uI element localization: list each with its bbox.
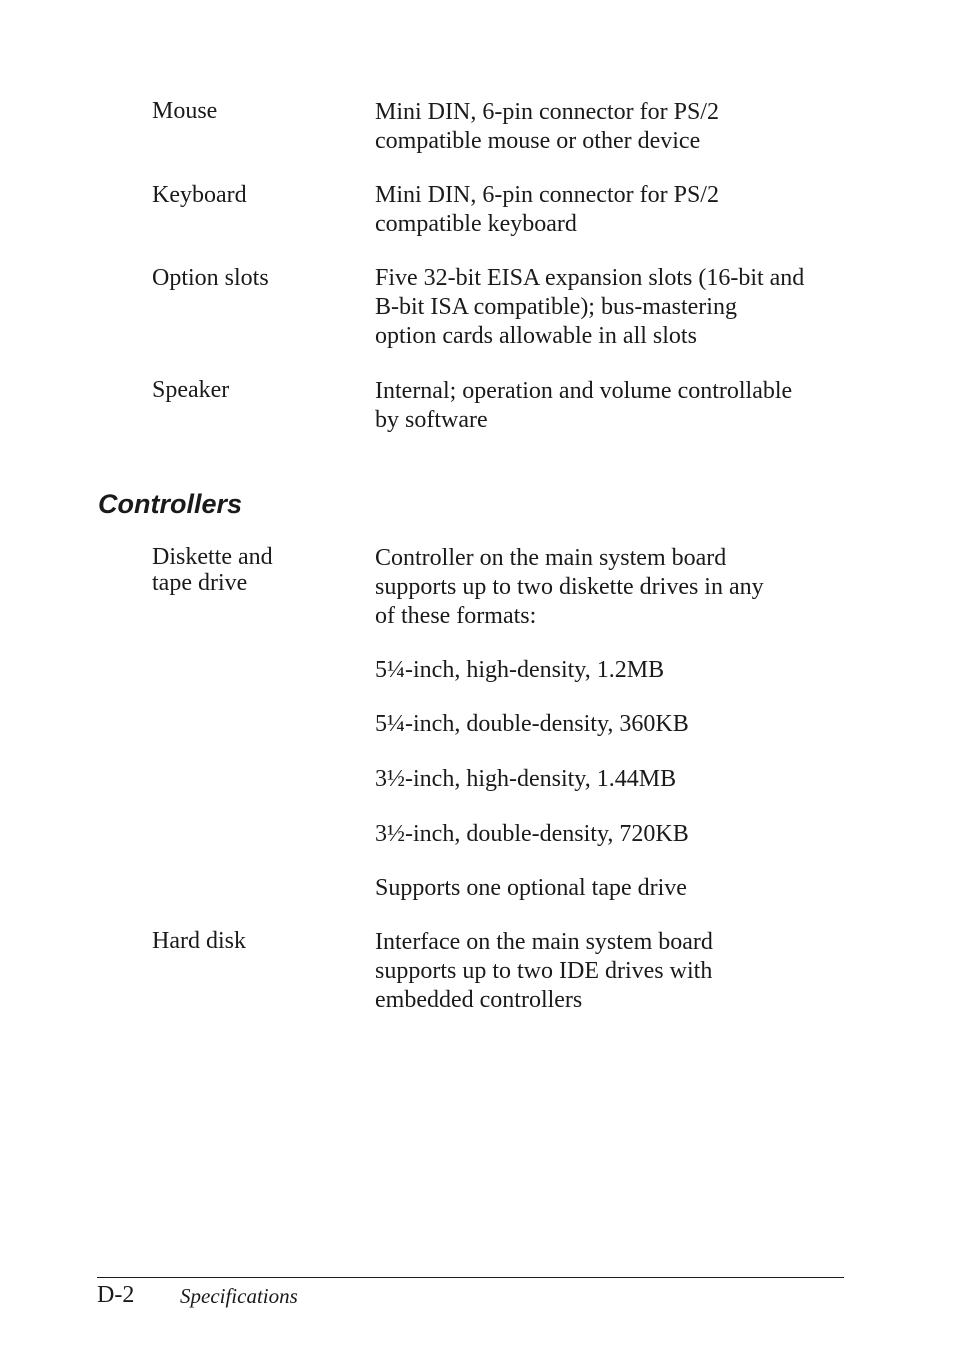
- tape-drive-note: Supports one optional tape drive: [375, 875, 687, 901]
- diskette-tape-term: Diskette and tape drive: [152, 544, 273, 596]
- diskette-format-item: 5¼-inch, double-density, 360KB: [375, 711, 689, 737]
- diskette-format-item: 3½-inch, high-density, 1.44MB: [375, 766, 677, 792]
- keyboard-term: Keyboard: [152, 182, 247, 208]
- diskette-format-item: 3½-inch, double-density, 720KB: [375, 821, 689, 847]
- option-slots-description: Five 32-bit EISA expansion slots (16-bit and B-bit ISA compatible); bus-mastering option cards allowable in all slots: [375, 265, 805, 349]
- speaker-description: Internal; operation and volume controllable by software: [375, 378, 793, 433]
- mouse-description: Mini DIN, 6-pin connector for PS/2 compatible mouse or other device: [375, 99, 719, 154]
- keyboard-description: Mini DIN, 6-pin connector for PS/2 compatible keyboard: [375, 182, 719, 237]
- running-footer-section: Specifications: [180, 1284, 298, 1308]
- footer-divider: [97, 1277, 844, 1278]
- hard-disk-description: Interface on the main system board supports up to two IDE drives with embedded controllers: [375, 929, 713, 1013]
- diskette-format-item: 5¼-inch, high-density, 1.2MB: [375, 657, 665, 683]
- speaker-term: Speaker: [152, 377, 230, 403]
- diskette-controller-description: Controller on the main system board supports up to two diskette drives in any of these formats:: [375, 545, 764, 629]
- page-number: D-2: [97, 1282, 135, 1308]
- option-slots-term: Option slots: [152, 265, 269, 291]
- controllers-heading: Controllers: [98, 489, 243, 519]
- mouse-term: Mouse: [152, 98, 218, 124]
- hard-disk-term: Hard disk: [152, 928, 246, 954]
